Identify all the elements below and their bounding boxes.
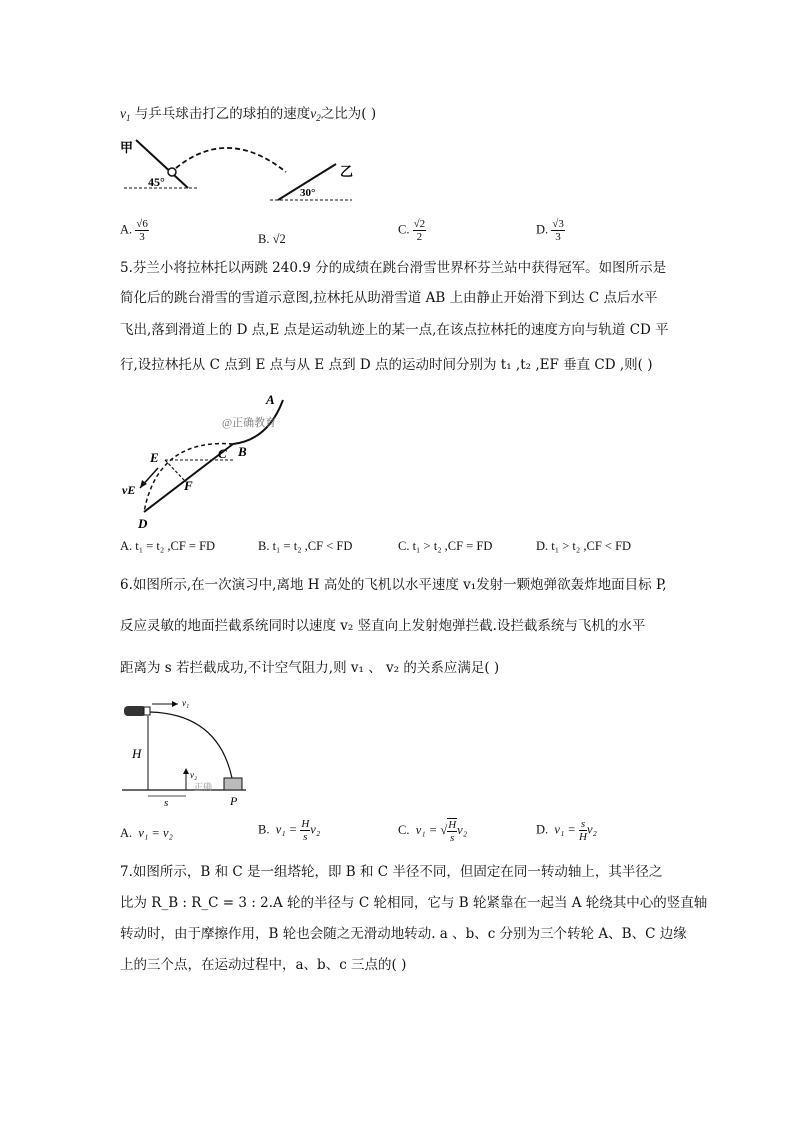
q5-option-c: C. t₁ > t₂ ,CF = FD <box>398 539 493 553</box>
q5-line-3: 飞出,落到滑道上的 D 点,E 点是运动轨迹上的某一点,在该点拉林托的速度方向与轨道 CD 平 <box>120 322 669 338</box>
q6-figure <box>120 694 250 808</box>
q7-line-1: 7.如图所示，B 和 C 是一组塔轮，即 B 和 C 半径不同，但固定在同一转动轴上，其半径之 <box>120 864 663 880</box>
svg-text:v₂: v₂ <box>190 770 198 780</box>
q4-v2-symbol: $v_2$ <box>310 106 321 123</box>
q4-angle-30: 30° <box>300 187 316 199</box>
q5-option-b: B. t₁ = t₂ ,CF < FD <box>258 539 353 553</box>
q4-stem-part-b: 之比为( ) <box>320 106 377 122</box>
q5-option-a: A. t₁ = t₂ ,CF = FD <box>120 539 216 553</box>
q6-watermark: 正确 <box>194 782 213 792</box>
q7-line-4: 上的三个点，在运动过程中，a、b、c 三点的( ) <box>120 957 407 973</box>
svg-text:vE: vE <box>122 483 136 497</box>
q4-figure <box>118 136 358 208</box>
svg-text:D: D <box>138 516 148 531</box>
q6-option-b: B. v₁ = $\frac{H}{s}$ v₂ <box>258 818 321 843</box>
q6-trajectory <box>150 712 232 778</box>
svg-text:v₁: v₁ <box>182 698 190 708</box>
svg-text:s: s <box>164 797 169 808</box>
q7-line-3: 转动时，由于摩擦作用，B 轮也会随之无滑动地转动. a 、b、c 分别为三个转轮 A、B、C 边缘 <box>120 926 687 942</box>
q4-label-yi: 乙 <box>340 164 354 179</box>
svg-text:B: B <box>238 444 247 459</box>
q5-option-d: D. t₁ > t₂ ,CF < FD <box>536 539 632 553</box>
q6-option-c: C. v₁ = √ $\frac{H}{s}$ v₂ <box>398 819 468 844</box>
svg-text:H: H <box>132 746 142 761</box>
q4-trajectory <box>176 148 286 172</box>
q5-line-2: 简化后的跳台滑雪的雪道示意图,拉林托从助滑雪道 AB 上由静止开始滑下到达 C 点后水平 <box>120 290 658 306</box>
svg-text:F: F <box>184 478 193 493</box>
q4-v1-symbol: $v_1$ <box>120 106 131 123</box>
q4-label-jia: 甲 <box>120 140 134 155</box>
q5-figure <box>118 388 298 533</box>
svg-text:A: A <box>266 392 275 407</box>
q6-line-3: 距离为 s 若拦截成功,不计空气阻力,则 v₁ 、 v₂ 的关系应满足( ) <box>120 660 500 676</box>
q5-line-4: 行,设拉林托从 C 点到 E 点与从 E 点到 D 点的运动时间分别为 t₁ ,t₂ ,EF 垂直 CD ,则( ) <box>120 357 653 373</box>
q6-plane-icon <box>124 706 146 716</box>
q4-option-b: B. √2 <box>258 232 286 246</box>
q5-watermark: @正确教育 <box>222 417 277 429</box>
q7-line-2: 比为 R_B : R_C = 3 : 2.A 轮的半径与 C 轮相同，它与 B 轮紧靠在一起当 A 轮绕其中心的竖直轴 <box>120 895 708 911</box>
q4-stem-part-a: 与乒乓球击打乙的球拍的速度 <box>134 106 311 122</box>
q4-option-d: D. $\frac{√3}{3}$ <box>536 218 564 243</box>
svg-text:E: E <box>150 450 159 465</box>
q4-angle-45: 45° <box>148 175 165 189</box>
q6-option-a: A. v₁ = v₂ <box>120 826 173 840</box>
svg-text:C: C <box>218 446 227 461</box>
q4-ball <box>168 168 176 176</box>
q5-line-1: 5.芬兰小将拉林托以两跳 240.9 分的成绩在跳台滑雪世界杯芬兰站中获得冠军。如图所示是 <box>120 260 667 276</box>
q6-line-2: 反应灵敏的地面拦截系统同时以速度 v₂ 竖直向上发射炮弹拦截.设拦截系统与飞机的水平 <box>120 618 646 634</box>
q4-option-a: A. $\frac{√6}{3}$ <box>120 218 148 243</box>
q6-line-1: 6.如图所示,在一次演习中,离地 H 高处的飞机以水平速度 v₁发射一颗炮弹欲轰炸地面目标 P, <box>120 577 667 593</box>
q4-option-c: C. $\frac{√2}{2}$ <box>398 218 426 243</box>
q4-stem <box>120 104 376 128</box>
svg-text:P: P <box>230 794 238 808</box>
q6-target-p <box>224 778 242 790</box>
q6-option-d: D. v₁ = $\frac{s}{H}$ v₂ <box>536 818 597 843</box>
